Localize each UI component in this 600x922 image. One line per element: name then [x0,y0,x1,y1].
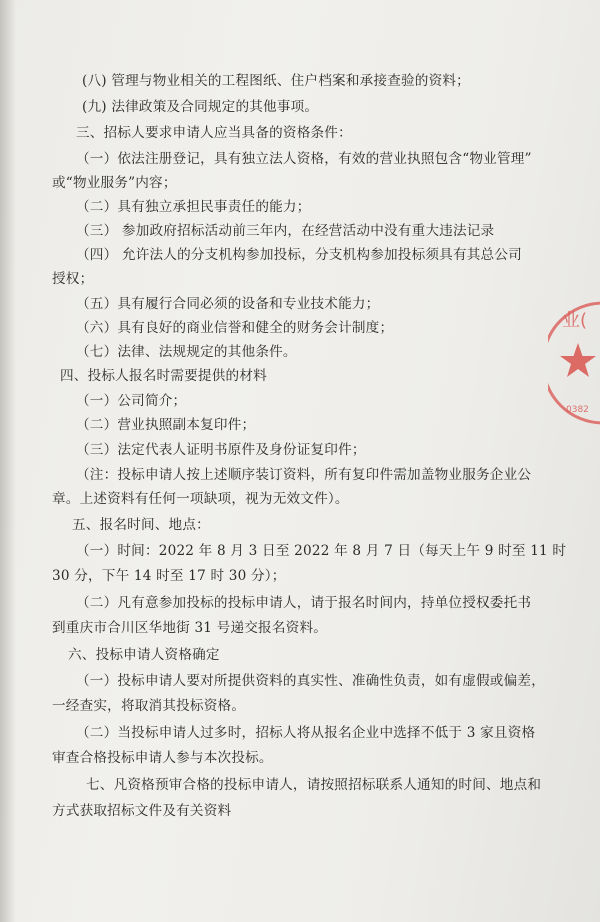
doc-line-4: （一）依法注册登记，具有独立法人资格，有效的营业执照包含“物业管理” [76,151,532,167]
page-edge-shadow [0,0,16,922]
doc-line-15: （二）营业执照副本复印件； [76,417,256,433]
doc-line-11: （六）具有良好的商业信誉和健全的财务会计制度； [76,320,394,336]
doc-line-5: 或“物业服务”内容； [52,175,177,191]
doc-line-30: 方式获取招标文件及有关资料 [52,803,232,819]
doc-line-9: 授权； [52,271,94,287]
doc-line-14: （一）公司简介； [76,393,187,409]
doc-line-21: 30 分，下午 14 时至 17 时 30 分）； [52,568,286,584]
section-heading-4: 四、投标人报名时需要提供的材料 [60,368,267,384]
doc-line-23: 到重庆市合川区华地街 31 号递交报名资料。 [52,620,328,636]
doc-line-12: （七）法律、法规规定的其他条件。 [76,344,297,360]
doc-line-22: （二）凡有意参加投标的投标申请人，请于报名时间内，持单位授权委托书 [76,595,532,611]
doc-line-25: （一）投标申请人要对所提供资料的真实性、准确性负责，如有虚假或偏差， [76,673,545,689]
doc-line-6: （二）具有独立承担民事责任的能力； [76,199,311,215]
doc-line-2: (九) 法律政策及合同规定的其他事项。 [82,99,319,115]
section-heading-6: 六、投标申请人资格确定 [68,647,220,663]
doc-line-27: （二）当投标申请人过多时，招标人将从报名企业中选择不低于 3 家且资格 [76,725,536,741]
doc-line-26: 一经查实，将取消其投标资格。 [52,698,246,714]
doc-line-10: （五）具有履行合同必须的设备和专业技术能力； [76,296,380,312]
doc-line-1: (八) 管理与物业相关的工程图纸、住户档案和承接查验的资料； [82,73,470,89]
doc-line-16: （三）法定代表人证明书原件及身份证复印件； [76,442,366,458]
section-heading-5: 五、报名时间、地点： [72,517,210,533]
section-heading-3: 三、招标人要求申请人应当具备的资格条件： [76,125,352,141]
seal-text: 业( [562,310,588,331]
doc-line-8: （四） 允许法人的分支机构参加投标，分支机构参加投标须具有其总公司 [76,247,522,263]
company-seal-icon [548,288,600,438]
doc-line-7: （三） 参加政府招标活动前三年内，在经营活动中没有重大违法记录 [76,223,495,239]
seal-number: 0382 [566,405,589,415]
doc-line-18: 章。上述资料有任何一项缺项，视为无效文件）。 [52,491,349,507]
doc-line-17: （注：投标申请人按上述顺序装订资料，所有复印件需加盖物业服务企业公 [76,467,532,483]
section-heading-7: 七、凡资格预审合格的投标申请人，请按照招标联系人通知的时间、地点和 [86,777,542,793]
doc-line-20: （一）时间：2022 年 8 月 3 日至 2022 年 8 月 7 日（每天上午 9 时至 11 时 [76,543,567,559]
doc-line-28: 审查合格投标申请人参与本次投标。 [52,750,273,766]
